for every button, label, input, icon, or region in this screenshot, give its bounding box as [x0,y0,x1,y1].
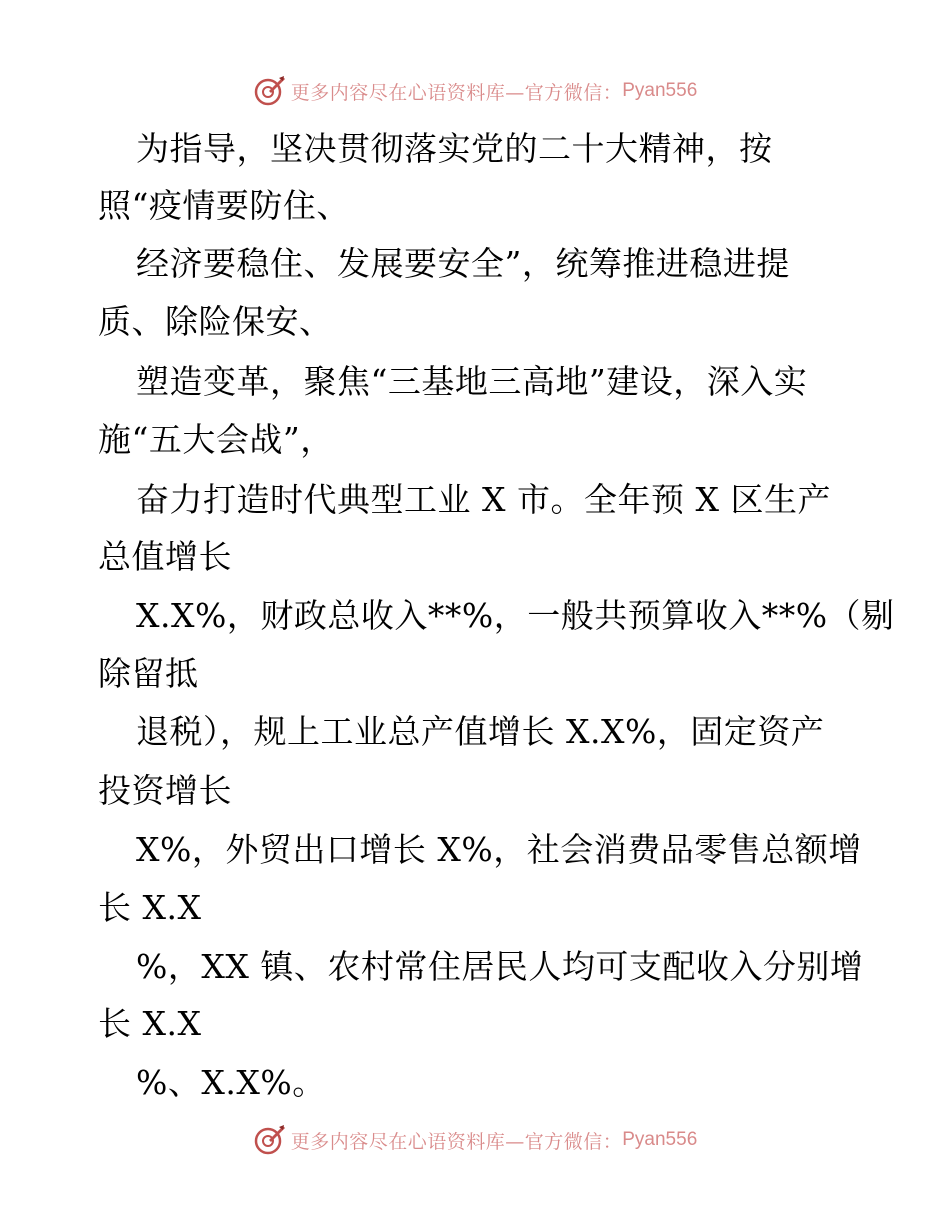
watermark-logo-icon [253,1123,287,1157]
paragraph-line: 总值增长 [98,537,232,576]
watermark-text: 更多内容尽在心语资料库—官方微信： [290,81,623,104]
paragraph-line: 长 X.X [98,1004,202,1043]
watermark-wechat-id: Pyan556 [622,1129,698,1150]
paragraph-line: %，XX 镇、农村常住居民人均可支配收入分别增 [136,947,864,986]
paragraph-line: 为指导，坚决贯彻落实党的二十大精神，按 [136,129,773,168]
paragraph-line: 退税），规上工业总产值增长 X.X%，固定资产 [136,712,825,751]
watermark-logo-icon [253,74,287,108]
paragraph-line: X%，外贸出口增长 X%，社会消费品零售总额增 [136,830,862,869]
watermark-text: 更多内容尽在心语资料库—官方微信： [290,1130,623,1153]
paragraph-line: 除留抵 [98,654,199,693]
paragraph-line: %、X.X%。 [136,1063,326,1102]
paragraph-line: 照“疫情要防住、 [98,186,350,225]
watermark-header [0,71,950,111]
paragraph-line: 投资增长 [98,771,232,810]
watermark-footer [0,1120,950,1160]
paragraph-line: 奋力打造时代典型工业 X 市。全年预 X 区生产 [136,480,831,519]
paragraph-line: X.X%，财政总收入**%，一般共预算收入**%（剔 [136,596,895,635]
paragraph-line: 长 X.X [98,888,202,927]
paragraph-line: 经济要稳住、发展要安全”，统筹推进稳进提 [136,244,790,283]
paragraph-line: 质、除险保安、 [98,302,333,341]
paragraph-line: 施“五大会战”， [98,420,334,459]
watermark-wechat-id: Pyan556 [622,80,698,101]
paragraph-line: 塑造变革，聚焦“三基地三高地”建设，深入实 [136,362,808,401]
